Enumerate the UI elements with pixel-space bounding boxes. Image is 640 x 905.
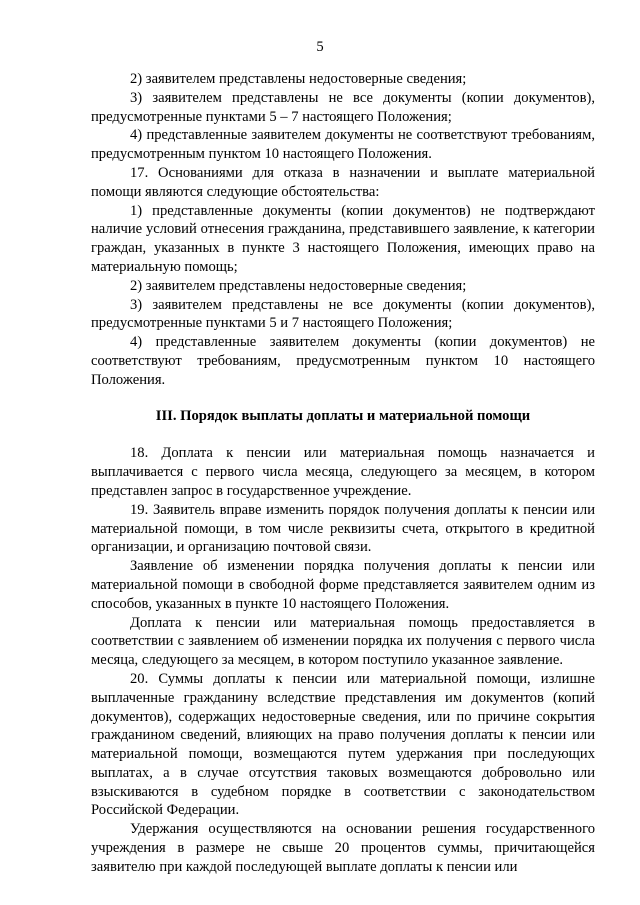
paragraph-item-2-false-info: 2) заявителем представлены недостоверные сведения; — [130, 71, 467, 87]
section-heading: III. Порядок выплаты доплаты и материальной помощи — [155, 407, 531, 424]
paragraph-clause-17-item-4: 4) представленные заявителем документы (копии документов) не соответствуют требованиям, предусмотренным пунктом 10 настоящего Положения. — [91, 334, 595, 388]
paragraph-clause-17-item-1: 1) представленные документы (копии документов) не подтверждают наличие условий отнесения гражданина, представившего заявление, к категории граждан, указанных в пункте 3 настоящего Положения, имеющих право на материальную помощь; — [91, 202, 595, 275]
spacer — [91, 425, 595, 444]
paragraph-clause-18: 18. Доплата к пенсии или материальная помощь назначается и выплачивается с первого числа месяца, следующего за месяцем, в котором представлен запрос в государственное учреждение. — [91, 445, 595, 499]
page-number: 5 — [316, 39, 324, 55]
paragraph-change-application: Заявление об изменении порядка получения доплаты к пенсии или материальной помощи в свободной форме представляется заявителем одним из способов, указанных в пункте 10 настоящего Положения. — [91, 558, 595, 612]
paragraph-item-3-missing-docs: 3) заявителем представлены не все документы (копии документов), предусмотренные пунктами 5 – 7 настоящего Положения; — [91, 89, 595, 125]
paragraph-clause-17: 17. Основаниями для отказа в назначении и выплате материальной помощи являются следующие обстоятельства: — [91, 164, 595, 200]
paragraph-deductions: Удержания осуществляются на основании решения государственного учреждения в размере не свыше 20 процентов суммы, причитающейся заявителю при каждой последующей выплате доплаты к пенсии или — [91, 821, 595, 875]
paragraph-clause-19: 19. Заявитель вправе изменить порядок получения доплаты к пенсии или материальной помощи, в том числе реквизиты счета, открытого в кредитной организации, и организацию почтовой связи. — [91, 501, 595, 556]
paragraph-clause-17-item-3: 3) заявителем представлены не все документы (копии документов), предусмотренные пунктами 5 и 7 настоящего Положения; — [91, 296, 595, 332]
paragraph-payment-per-application: Доплата к пенсии или материальная помощь предоставляется в соответствии с заявлением об изменении порядка их получения с первого числа месяца, следующего за месяцем, в котором поступило указанное заявление. — [91, 614, 595, 669]
paragraph-clause-17-item-2: 2) заявителем представлены недостоверные сведения; — [130, 277, 467, 294]
paragraph-clause-20: 20. Суммы доплаты к пенсии или материальной помощи, излишне выплаченные гражданину вследствие представления им документов (копий документов), содержащих недостоверные сведения, или по причине сокрытия гражданином сведений, влияющих на право получения доплаты к пенсии или материальной помощи, возмещаются путем удержания при последующих выплатах, а в случае отсутствия таковых возмещаются добровольно или взыскиваются в судебном порядке в соответствии с законодательством Российской Федерации. — [91, 670, 595, 819]
spacer — [91, 390, 595, 407]
paragraph-item-4-noncompliant-docs: 4) представленные заявителем документы не соответствуют требованиям, предусмотренным пунктом 10 настоящего Положения. — [91, 127, 595, 163]
page-content — [91, 70, 595, 877]
